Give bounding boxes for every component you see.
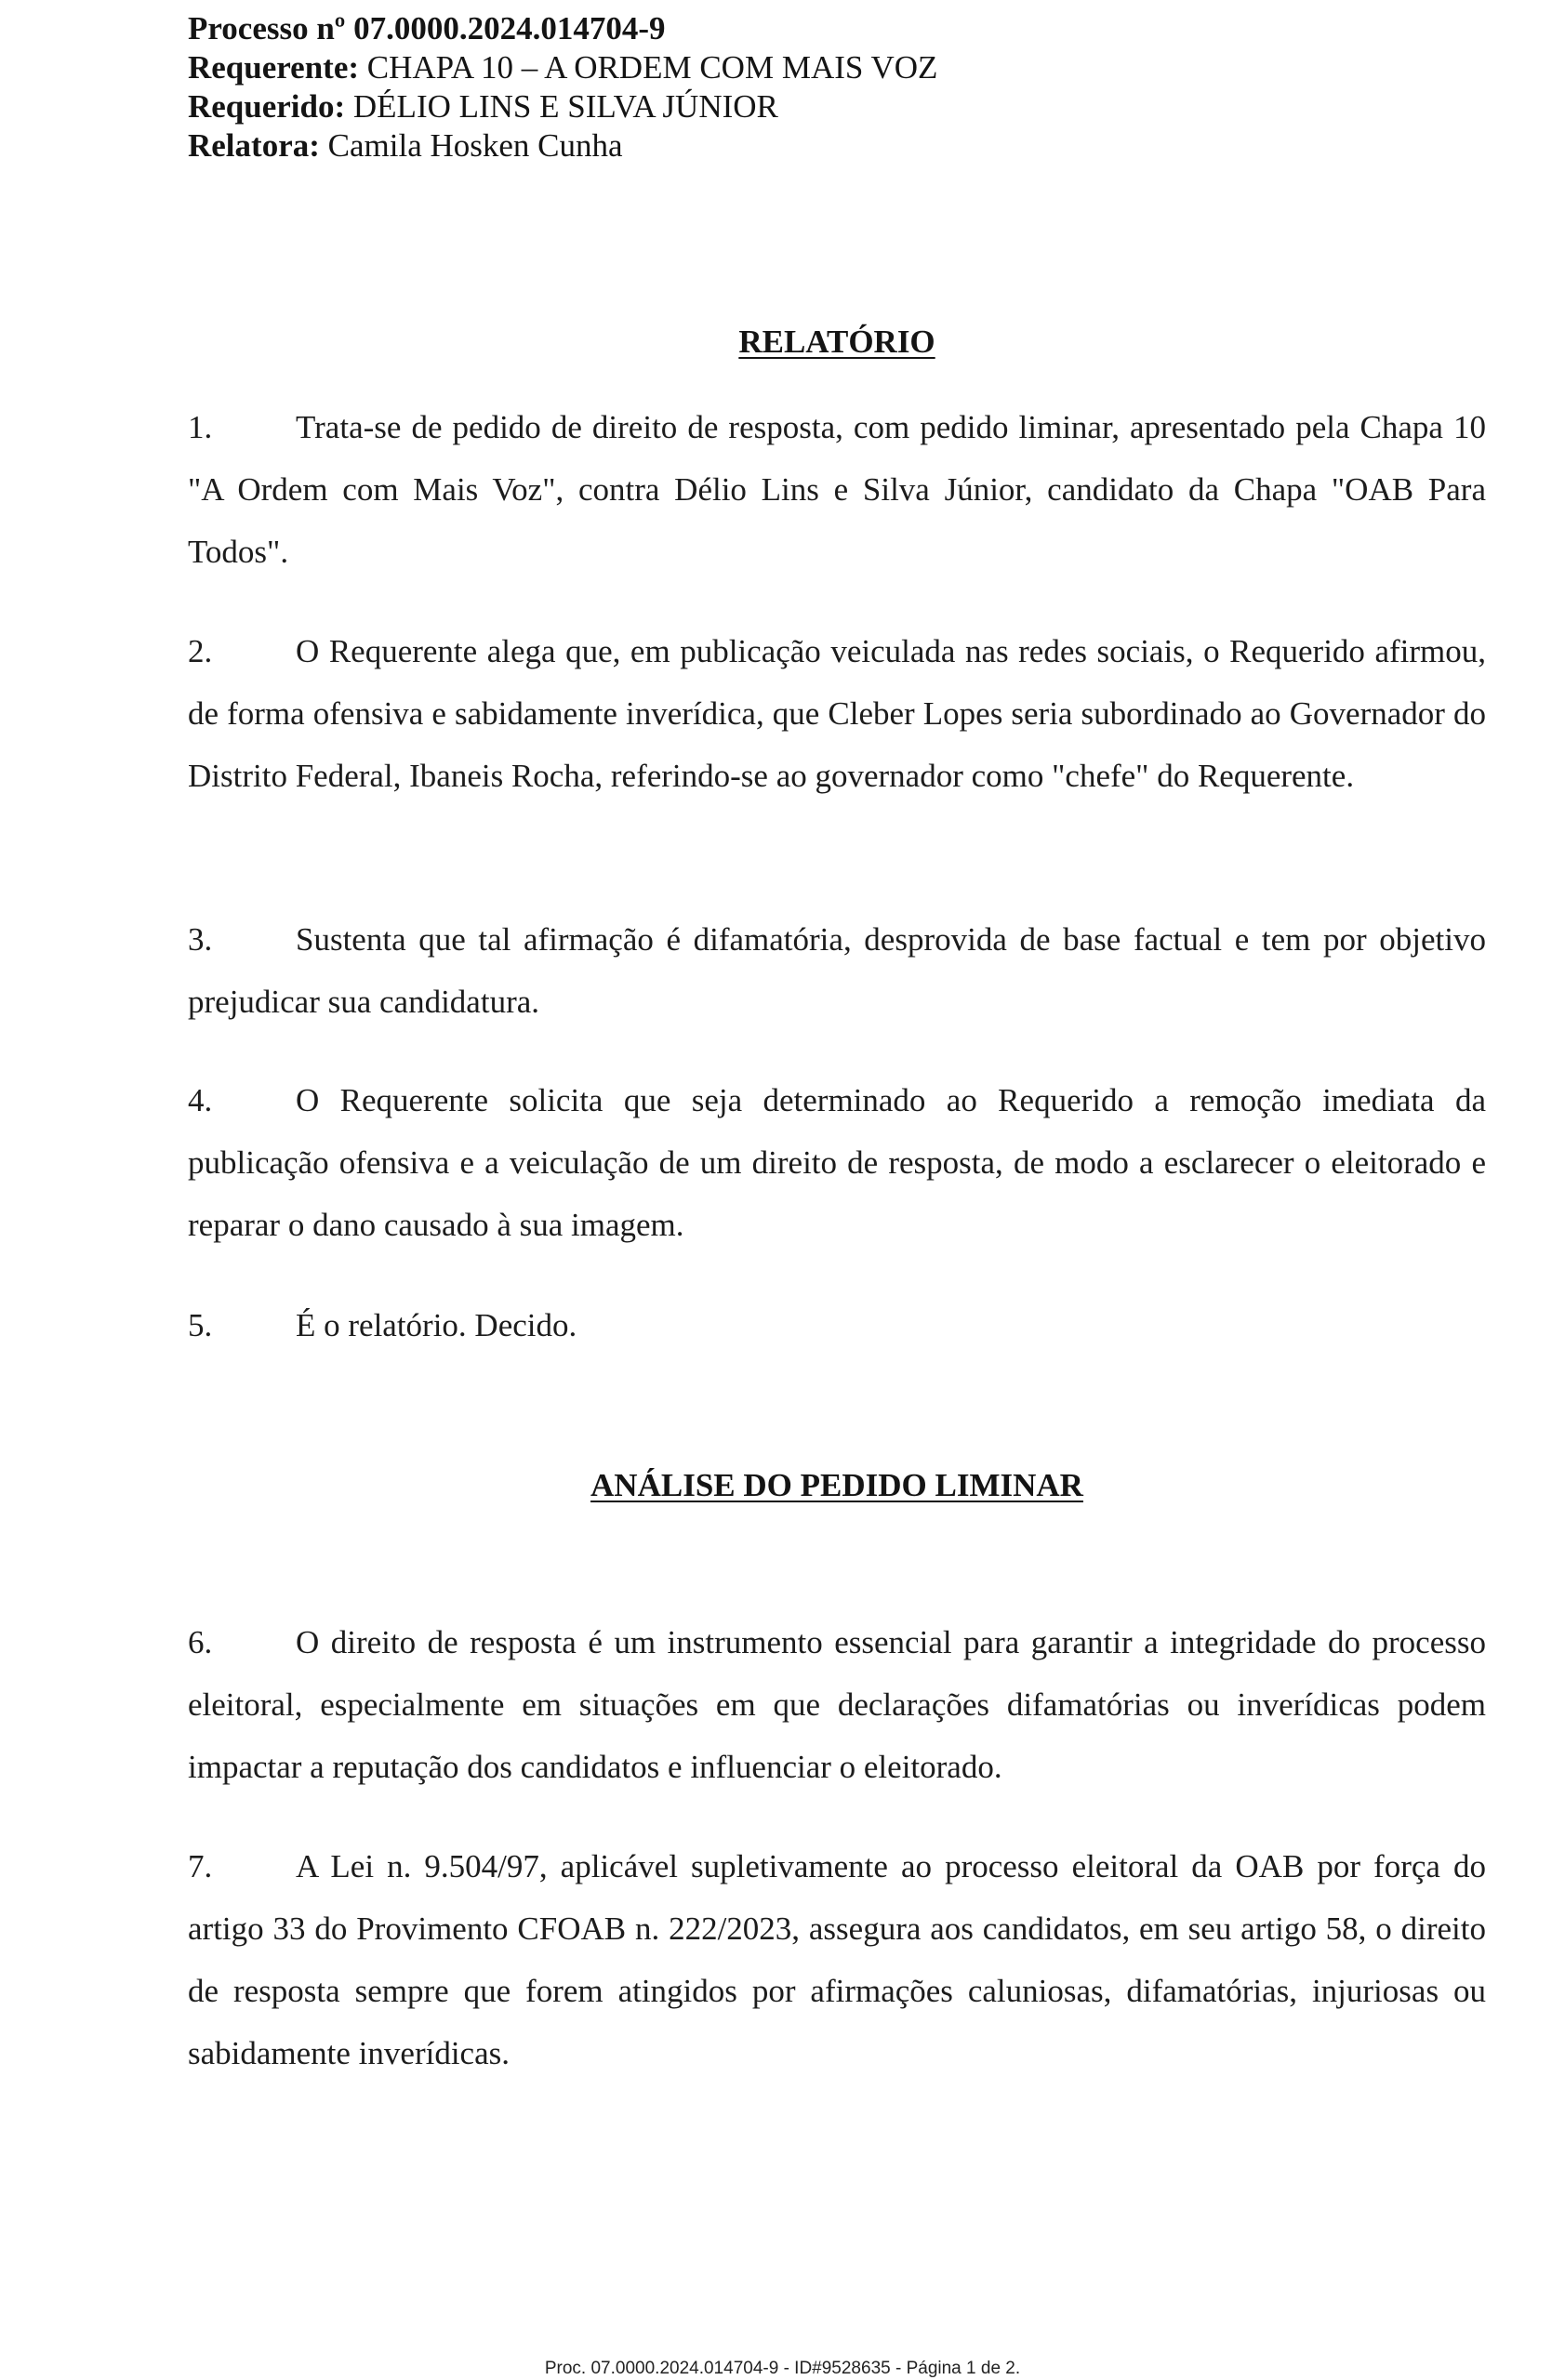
paragraph-number: 6. xyxy=(188,1624,213,1660)
paragraph-5 xyxy=(188,1294,1486,1356)
paragraph-number: 3. xyxy=(188,921,213,958)
relatora-line xyxy=(188,126,1397,165)
requerido-value: DÉLIO LINS E SILVA JÚNIOR xyxy=(352,88,778,125)
paragraph-number: 7. xyxy=(188,1848,213,1884)
paragraph-number: 1. xyxy=(188,409,213,445)
paragraph-text: Sustenta que tal afirmação é difamatória, desprovida de base factual e tem por objetivo prejudicar sua candidatura. xyxy=(188,921,1486,1020)
paragraph-text: O Requerente solicita que seja determinado ao Requerido a remoção imediata da publicação ofensiva e a veiculação de um direito de resposta, de modo a esclarecer o eleitorado e reparar o dano causado à sua imagem. xyxy=(188,1082,1486,1243)
paragraph-2 xyxy=(188,620,1486,807)
process-header xyxy=(188,9,1397,165)
requerido-label: Requerido: xyxy=(188,88,346,125)
paragraph-3 xyxy=(188,908,1486,1033)
paragraph-6 xyxy=(188,1611,1486,1798)
paragraph-text: Trata-se de pedido de direito de resposta, com pedido liminar, apresentado pela Chapa 10 "A Ordem com Mais Voz", contra Délio Lins e Silva Júnior, candidato da Chapa "OAB Para Todos". xyxy=(188,409,1486,570)
paragraph-4 xyxy=(188,1069,1486,1256)
paragraph-text: O Requerente alega que, em publicação veiculada nas redes sociais, o Requerido afirmou, de forma ofensiva e sabidamente inverídica, que Cleber Lopes seria subordinado ao Governador do Distrito Federal, Ibaneis Rocha, referindo-se ao governador como "chefe" do Requerente. xyxy=(188,633,1486,794)
process-number-line xyxy=(188,9,1397,48)
paragraph-text: É o relatório. Decido. xyxy=(296,1307,577,1343)
paragraph-text: O direito de resposta é um instrumento essencial para garantir a integridade do processo eleitoral, especialmente em situações em que declarações difamatórias ou inverídicas podem impactar a reputação dos candidatos e influenciar o eleitorado. xyxy=(188,1624,1486,1785)
paragraph-number: 4. xyxy=(188,1082,213,1118)
relatorio-heading: RELATÓRIO xyxy=(738,324,935,360)
paragraph-text: A Lei n. 9.504/97, aplicável supletivamente ao processo eleitoral da OAB por força do artigo 33 do Provimento CFOAB n. 222/2023, assegura aos candidatos, em seu artigo 58, o direito de resposta sempre que forem atingidos por afirmações caluniosas, difamatórias, injuriosas ou sabidamente inverídicas. xyxy=(188,1848,1486,2071)
page-footer: Proc. 07.0000.2024.014704-9 - ID#9528635 - Página 1 de 2. xyxy=(544,2359,1021,2378)
analise-heading: ANÁLISE DO PEDIDO LIMINAR xyxy=(590,1467,1083,1503)
process-number-label: Processo nº xyxy=(188,10,346,46)
requerente-label: Requerente: xyxy=(188,49,360,86)
process-number-value: 07.0000.2024.014704-9 xyxy=(353,10,666,46)
paragraph-1 xyxy=(188,396,1486,583)
requerente-value: CHAPA 10 – A ORDEM COM MAIS VOZ xyxy=(366,49,938,86)
requerente-line xyxy=(188,48,1397,87)
paragraph-number: 5. xyxy=(188,1307,213,1343)
relatora-value: Camila Hosken Cunha xyxy=(327,127,623,164)
paragraph-number: 2. xyxy=(188,633,213,669)
paragraph-7 xyxy=(188,1835,1486,2084)
relatora-label: Relatora: xyxy=(188,127,320,164)
requerido-line xyxy=(188,87,1397,126)
